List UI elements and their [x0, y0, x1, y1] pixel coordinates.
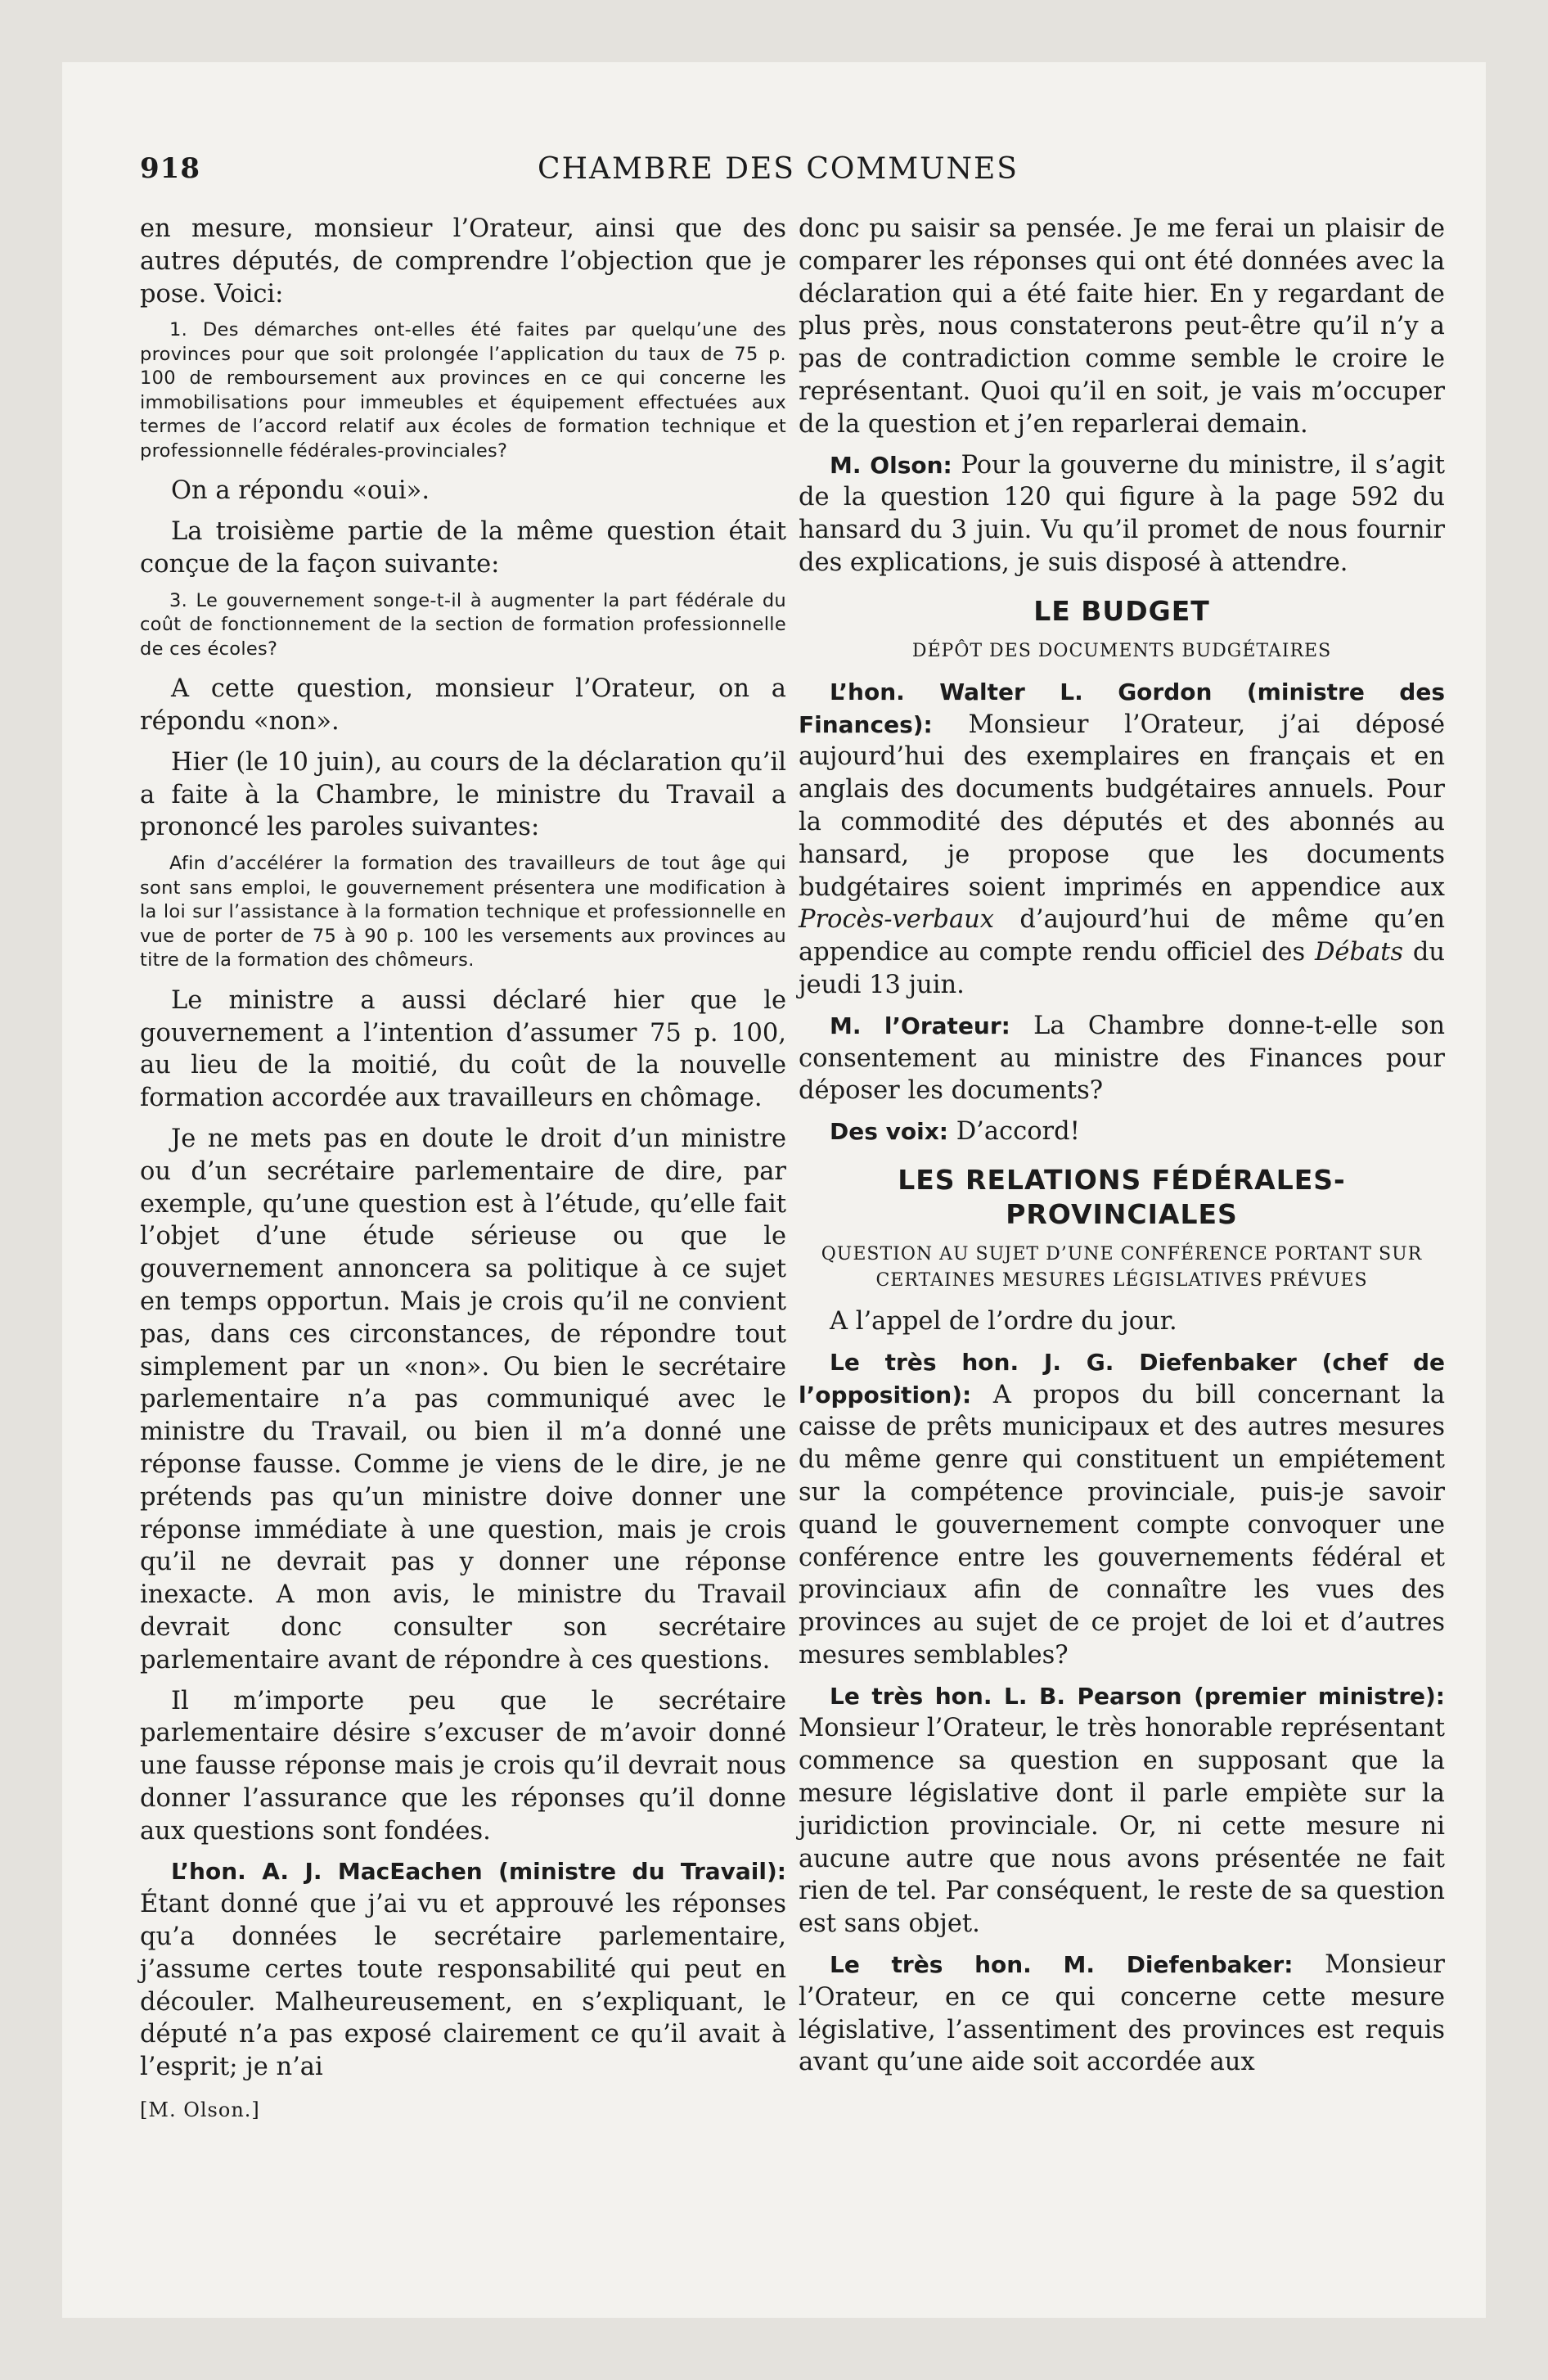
page-footer-speaker: [M. Olson.]	[140, 2098, 260, 2122]
paragraph: On a répondu «oui».	[171, 476, 430, 506]
speech-text: Monsieur l’Orateur, le très honorable représentant commence sa question en supposant que la mesure législative dont il parle empiète sur la juridiction provinciale. Or, ni cette mesure ni aucune autre que nous avons présentée ne fait rien de tel. Par conséquent, le reste de sa question est sans objet.	[799, 1714, 1445, 1939]
speech-text: D’accord!	[948, 1117, 1080, 1147]
speech-paragraph	[799, 1010, 1445, 1107]
document-page	[62, 62, 1486, 2318]
speech-paragraph	[799, 449, 1445, 579]
speaker-name: M. l’Orateur:	[830, 1012, 1010, 1039]
speech-text: Pour la gouverne du ministre, il s’agit de la question 120 qui figure à la page 592 du hansard du 3 juin. Vu qu’il promet de nous fournir des explications, je suis disposé à attendre.	[799, 450, 1445, 577]
speaker-name: Des voix:	[830, 1118, 948, 1146]
section-heading: LE BUDGET	[1033, 594, 1210, 627]
paragraph: Il m’importe peu que le secrétaire parlementaire désire s’excuser de m’avoir donné une fausse réponse mais je crois qu’il devrait nous donner l’assurance que les réponses qu’il donne aux questions sont fondées.	[140, 1686, 786, 1846]
speech-paragraph	[140, 1855, 786, 2084]
right-column	[799, 213, 1445, 2087]
speaker-name: M. Olson:	[830, 451, 952, 479]
left-column	[140, 213, 786, 2121]
speaker-name: Le très hon. J. G. Diefenbaker (chef de l’opposition):	[799, 1348, 1445, 1409]
italic-title: Débats	[1314, 938, 1404, 967]
speaker-name: L’hon. A. J. MacEachen (ministre du Travail):	[171, 1858, 786, 1886]
paragraph: La troisième partie de la même question était conçue de la façon suivante:	[140, 517, 786, 579]
speech-text: Étant donné que j’ai vu et approuvé les réponses qu’a données le secrétaire parlementaire, j’assume certes toute responsabilité qui peut en découler. Malheureusement, en s’expliquant, le député n’a pas exposé clairement ce qu’il avait à l’esprit; je n’ai	[140, 1890, 786, 2082]
quoted-question: 1. Des démarches ont-elles été faites par quelqu’une des provinces pour que soit prolongée l’application du taux de 75 p. 100 de remboursement aux provinces en ce qui concerne les immobilisations pour immeubles et équipement effectuées aux termes de l’accord relatif aux écoles de formation technique et professionnelle fédérales-provinciales?	[140, 319, 786, 462]
speech-paragraph	[799, 1949, 1445, 2079]
speech-paragraph	[799, 1680, 1445, 1941]
speaker-name: Le très hon. L. B. Pearson (premier ministre):	[830, 1682, 1445, 1710]
section-heading: LES RELATIONS FÉDÉRALES-PROVINCIALES	[898, 1163, 1346, 1230]
quoted-question: 3. Le gouvernement songe-t-il à augmenter la part fédérale du coût de fonctionnement de la section de formation professionnelle de ces écoles?	[140, 589, 786, 660]
paragraph: A l’appel de l’ordre du jour.	[830, 1306, 1177, 1336]
paragraph: Le ministre a aussi déclaré hier que le gouvernement a l’intention d’assumer 75 p. 100, au lieu de la moitié, du coût de la nouvelle formation accordée aux travailleurs en chômage.	[140, 985, 786, 1113]
paragraph: Hier (le 10 juin), au cours de la déclaration qu’il a faite à la Chambre, le ministre du Travail a prononcé les paroles suivantes:	[140, 747, 786, 842]
running-title: CHAMBRE DES COMMUNES	[538, 152, 1019, 186]
page-number: 918	[140, 152, 200, 185]
page-header	[140, 152, 1416, 201]
quoted-statement: Afin d’accélérer la formation des travailleurs de tout âge qui sont sans emploi, le gouvernement présentera une modification à la loi sur l’assistance à la formation technique et professionnelle en vue de porter de 75 à 90 p. 100 les versements aux provinces au titre de la formation des chômeurs.	[140, 853, 786, 971]
speech-text: A propos du bill concernant la caisse de prêts municipaux et des autres mesures du même genre qui constituent un empiétement sur la compétence provinciale, puis-je savoir quand le gouvernement compte convoquer une conférence entre les gouvernements fédéral et provinciaux afin de connaître les vues des provinces au sujet de ce projet de loi et d’autres mesures semblables?	[799, 1380, 1445, 1670]
speech-text: d’aujourd’hui de même qu’en appendice au compte rendu officiel des	[799, 905, 1445, 967]
paragraph: A cette question, monsieur l’Orateur, on a répondu «non».	[140, 674, 786, 737]
italic-title: Procès-verbaux	[799, 905, 994, 935]
speaker-name: Le très hon. M. Diefenbaker:	[830, 1951, 1294, 1979]
paragraph: donc pu saisir sa pensée. Je me ferai un plaisir de comparer les réponses qui ont été données avec la déclaration qui a été faite hier. En y regardant de plus près, nous constaterons peut-être qu’il n’y a pas de contradiction comme semble le croire le représentant. Quoi qu’il en soit, je vais m’occuper de la question et j’en reparlerai demain.	[799, 214, 1445, 439]
subheading: QUESTION AU SUJET D’UNE CONFÉRENCE PORTANT SUR CERTAINES MESURES LÉGISLATIVES PRÉVUES	[821, 1243, 1423, 1291]
subheading: DÉPÔT DES DOCUMENTS BUDGÉTAIRES	[911, 640, 1332, 661]
speech-paragraph	[799, 1116, 1445, 1148]
paragraph: en mesure, monsieur l’Orateur, ainsi que des autres députés, de comprendre l’objection que je pose. Voici:	[140, 214, 786, 309]
speech-text: La Chambre donne-t-elle son consentement au ministre des Finances pour déposer les documents?	[799, 1011, 1445, 1106]
speech-text: Monsieur l’Orateur, j’ai déposé aujourd’hui des exemplaires en français et en anglais des documents budgétaires annuels. Pour la commodité des députés et des abonnés au hansard, je propose que les documents budgétaires soient imprimés en appendice aux	[799, 710, 1445, 902]
speech-paragraph	[799, 676, 1445, 1002]
speech-text: du jeudi 13 juin.	[799, 938, 1445, 999]
speaker-name: L’hon. Walter L. Gordon (ministre des Finances):	[799, 678, 1445, 738]
speech-text: Monsieur l’Orateur, en ce qui concerne cette mesure législative, l’assentiment des provinces est requis avant qu’une aide soit accordée aux	[799, 1950, 1445, 2077]
paragraph: Je ne mets pas en doute le droit d’un ministre ou d’un secrétaire parlementaire de dire, par exemple, qu’une question est à l’étude, qu’elle fait l’objet d’une étude sérieuse ou que le gouvernement annoncera sa politique à ce sujet en temps opportun. Mais je crois qu’il ne convient pas, dans ces circonstances, de répondre tout simplement par un «non». Ou bien le secrétaire parlementaire n’a pas communiqué avec le ministre du Travail, ou bien il m’a donné une réponse fausse. Comme je viens de le dire, je ne prétends pas qu’un ministre doive donner une réponse immédiate à une question, mais je crois qu’il ne devrait pas y donner une réponse inexacte. A mon avis, le ministre du Travail devrait donc consulter son secrétaire parlementaire avant de répondre à ces questions.	[140, 1124, 786, 1675]
speech-paragraph	[799, 1346, 1445, 1672]
